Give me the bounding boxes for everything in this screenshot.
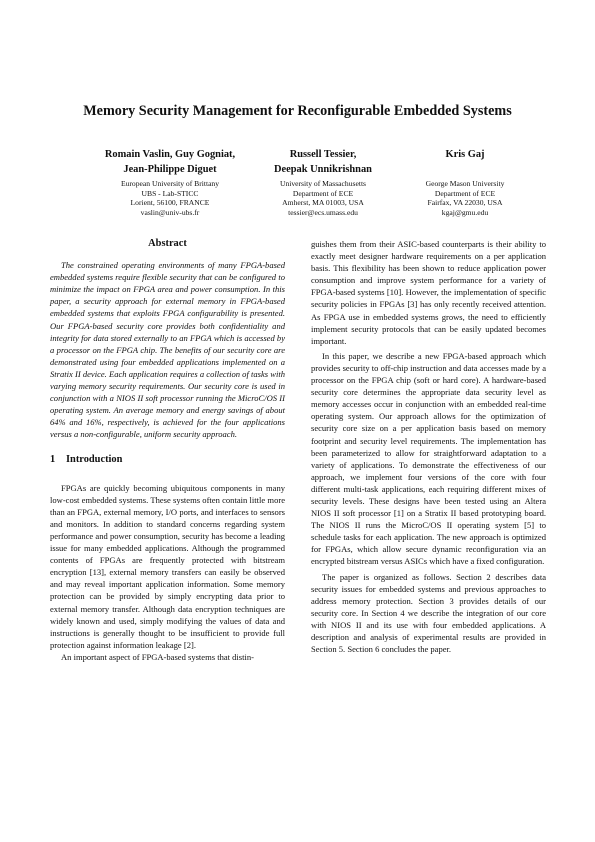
section-heading [50,454,285,466]
abstract-heading: Abstract [148,238,187,249]
author-affiliation [248,179,398,217]
author-affiliation [80,179,260,217]
affiliation-line: Department of ECE [434,188,496,198]
author-email: vaslin@univ-ubs.fr [140,207,200,217]
author-block-3 [390,147,540,217]
affiliation-line: Department of ECE [292,188,354,198]
right-column [311,238,546,655]
section-title: Introduction [66,453,123,465]
author-names [248,147,398,177]
affiliation-line: UBS - Lab-STICC [141,188,199,198]
author-affiliation [390,179,540,217]
author-name-line: Kris Gaj [445,149,485,160]
affiliation-line: European University of Brittany [120,179,220,188]
body-paragraph: guishes them from their ASIC-based counterparts is their ability to exactly meet designer hardware requirements on a per application basis. This flexibility has been shown to reduce application power consumption and improve system performance for a variety of FPGA-based systems [10]. However, the implementation of specific security policies in FPGAs [3] has only recently received attention. As FPGA use in embedded systems grows, the need to efficiently implement security protocols that can be easily updated becomes important. [311,239,546,346]
paper-title: Memory Security Management for Reconfigurable Embedded Systems [83,103,512,119]
section-number: 1 [50,453,56,465]
affiliation-line: University of Massachusetts [279,179,367,188]
affiliation-line: Fairfax, VA 22030, USA [427,198,503,208]
body-paragraph: FPGAs are quickly becoming ubiquitous components in many low-cost embedded systems. These systems often contain little more than an FPGA, external memory, I/O ports, and interfaces to sensors and monitors. In addition to standard concerns regarding system performance and power consumption, security has become a leading issue for many embedded applications. Although the programmed contents of FPGAs are frequently protected with bitstream encryption [13], external memory transfers can easily be observed and may reveal important application information. Some memory protection can be provided by simply encrypting data prior to external memory transfer. Although data encryption techniques are widely known and used, simply modifying the values of data and instructions is generally thought to be insufficient to provide full protection against information leakage [2]. [50,482,285,650]
author-names [80,147,260,177]
body-paragraph: The paper is organized as follows. Section 2 describes data security issues for embedded systems and previous approaches to address memory protection. Section 3 provides details of our security core. In Section 4 we describe the integration of our core with NIOS II and its use with four embedded applications. A description and analysis of experimental results are provided in Section 5. Section 6 concludes the paper. [311,571,546,655]
author-email: kgaj@gmu.edu [441,207,489,217]
affiliation-line: George Mason University [425,179,505,188]
author-email: tessier@ecs.umass.edu [288,207,358,217]
affiliation-line: Amherst, MA 01003, USA [282,198,364,208]
body-paragraph: In this paper, we describe a new FPGA-based approach which provides security to off-chip instruction and data accesses made by a processor on the FPGA chip (soft or hard core). A hardware-based security core determines the appropriate data security level as memory accesses occur in conjunction with an embedded real-time operating system. Our approach allows for the optimization of security core size on a per application basis based on memory footprint and security level requirements. The implementation has been parameterized to allow for straightforward adaptation to a variety of applications. To demonstrate the effectiveness of our approach, we implement four versions of the core with four different multi-task applications, each requiring different mixes of security levels. These designs have been tested using an Altera NIOS II soft processor [1] on a Stratix II based prototyping board. The NIOS II runs the MicroC/OS II operating system [5] to schedule tasks for each application. The new approach is optimized for FPGAs, which allow secure dynamic reconfiguration via an encrypted bitstream versus ASICs which have a fixed configuration. [311,350,546,567]
author-block-1 [80,147,260,217]
author-name-line: Deepak Unnikrishnan [274,164,372,175]
abstract-text: The constrained operating environments of many FPGA-based embedded systems require flexible security that can be configured to minimize the impact on FPGA area and power consumption. In this paper, a security approach for external memory in FPGA-based embedded systems that exploits FPGA configurability is presented. Our FPGA-based security core provides both confidentiality and integrity for data stored externally to an FPGA which is accessed by a processor on the FPGA chip. The benefits of our security core are demonstrated using four embedded applications implemented on a Stratix II device. Each application requires a collection of tasks with varying memory security requirements. Our security core is used in conjunction with a NIOS II soft processor running the MicroC/OS II operating system. An average memory and energy savings of about 64% and 16%, respectively, is achieved for the four applications versus a non-configurable, uniform security approach. [50,260,285,440]
author-name-line: Jean-Philippe Diguet [123,164,217,175]
author-name-line: Romain Vaslin, Guy Gogniat, [104,149,236,160]
author-block-2 [248,147,398,217]
author-names [390,147,540,162]
body-paragraph: An important aspect of FPGA-based systems that distin- [61,651,254,662]
affiliation-line: Lorient, 56100, FRANCE [130,198,210,208]
left-column [50,238,285,663]
author-name-line: Russell Tessier, [289,149,357,160]
